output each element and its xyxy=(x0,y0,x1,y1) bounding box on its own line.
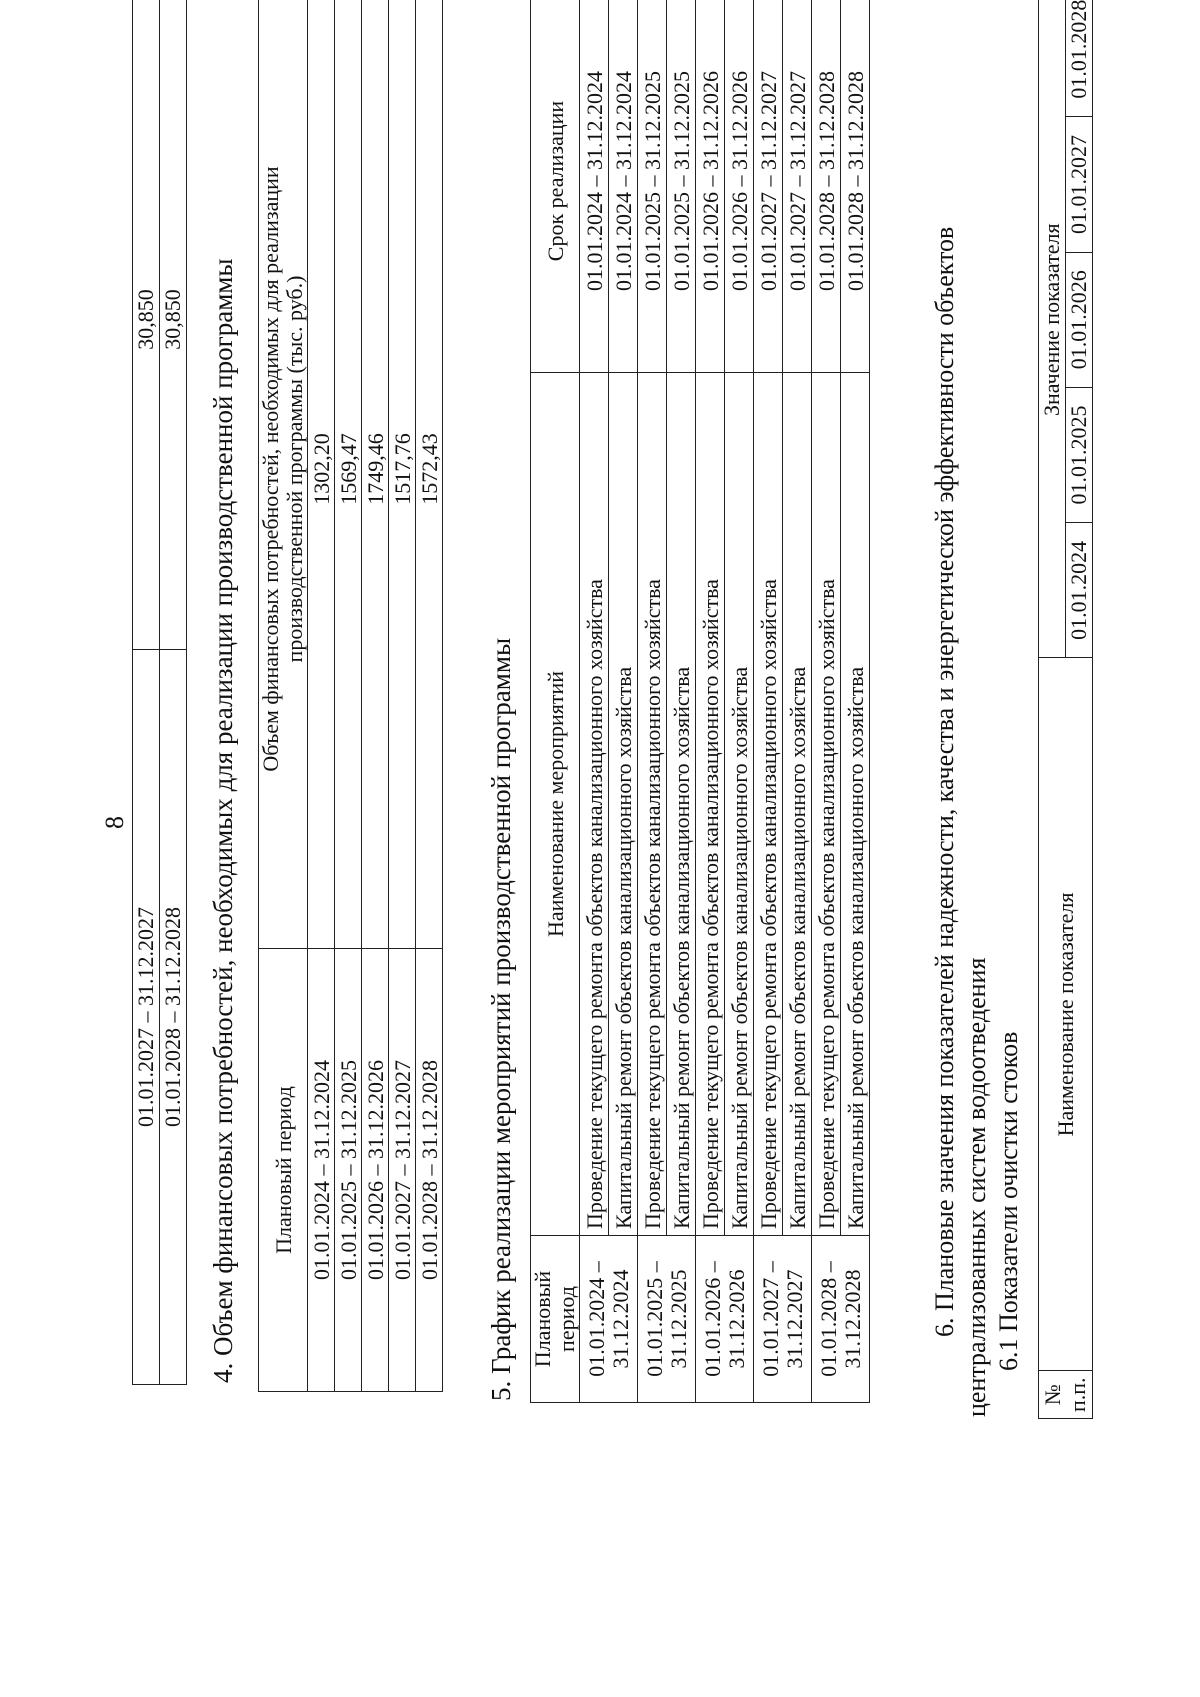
table-row xyxy=(389,0,416,1392)
column-header-term: Срок реализации xyxy=(531,0,580,373)
table-header-row xyxy=(259,0,308,1392)
schedule-table xyxy=(530,0,870,1403)
period-cell: 01.01.2028 – 31.12.2028 xyxy=(160,650,187,1385)
term-cell: 01.01.2026 – 31.12.2026 xyxy=(696,0,725,373)
column-header-volume-line1: Объем финансовых потребностей, необходимых для реализации xyxy=(258,166,283,772)
period-cell: 01.01.2028 – 31.12.2028 xyxy=(416,949,443,1392)
term-cell: 01.01.2024 – 31.12.2024 xyxy=(580,0,609,373)
value-cell: 30,850 xyxy=(133,0,160,650)
table-row xyxy=(725,0,754,1403)
table-row xyxy=(580,0,609,1403)
table-header-row xyxy=(531,0,580,1403)
table-row xyxy=(133,0,160,1385)
table-row xyxy=(609,0,638,1403)
column-header-period: Плановый период xyxy=(531,1236,580,1403)
term-cell: 01.01.2024 – 31.12.2024 xyxy=(609,0,638,373)
value-cell: 1302,20 xyxy=(308,0,335,949)
table-row xyxy=(783,0,812,1403)
table-row xyxy=(308,0,335,1392)
section4-heading: 4. Объем финансовых потребностей, необходимых для реализации производственной программы xyxy=(208,258,238,1383)
value-cell: 30,850 xyxy=(160,0,187,650)
period-cell: 01.01.2026 – 31.12.2026 xyxy=(696,1236,754,1403)
section6-heading-line1: 6. Плановые значения показателей надежности, качества и энергетической эффективности объектов xyxy=(930,226,959,1337)
table-row xyxy=(812,0,841,1403)
period-cell: 01.01.2024 – 31.12.2024 xyxy=(308,949,335,1392)
continuation-table xyxy=(132,0,187,1385)
column-header-number-line1: № xyxy=(1040,1384,1066,1406)
term-cell: 01.01.2028 – 31.12.2028 xyxy=(812,0,841,373)
column-header-number-line2: п.п. xyxy=(1064,1377,1090,1412)
period-cell: 01.01.2027 – 31.12.2027 xyxy=(133,650,160,1385)
period-cell: 01.01.2025 – 31.12.2025 xyxy=(638,1236,696,1403)
activity-name-cell: Проведение текущего ремонта объектов канализационного хозяйства xyxy=(580,373,609,1236)
date-header-cell: 01.01.2026 xyxy=(1066,252,1093,387)
term-cell: 01.01.2026 – 31.12.2026 xyxy=(725,0,754,373)
period-cell: 01.01.2028 – 31.12.2028 xyxy=(812,1236,870,1403)
activity-name-cell: Капитальный ремонт объектов канализационного хозяйства xyxy=(725,373,754,1236)
activity-name-cell: Капитальный ремонт объектов канализационного хозяйства xyxy=(783,373,812,1236)
activity-name-cell: Капитальный ремонт объектов канализационного хозяйства xyxy=(609,373,638,1236)
financial-needs-table xyxy=(258,0,443,1392)
activity-name-cell: Проведение текущего ремонта объектов канализационного хозяйства xyxy=(812,373,841,1236)
column-header-name: Наименование мероприятий xyxy=(531,373,580,1236)
value-cell: 1517,76 xyxy=(389,0,416,949)
activity-name-cell: Капитальный ремонт объектов канализационного хозяйства xyxy=(841,373,870,1236)
value-cell: 1569,47 xyxy=(335,0,362,949)
page-number: 8 xyxy=(100,816,129,829)
activity-name-cell: Проведение текущего ремонта объектов канализационного хозяйства xyxy=(754,373,783,1236)
section5-heading: 5. График реализации мероприятий производственной программы xyxy=(486,637,516,1401)
table-row xyxy=(362,0,389,1392)
period-cell: 01.01.2027 – 31.12.2027 xyxy=(754,1236,812,1403)
table-row xyxy=(160,0,187,1385)
term-cell: 01.01.2027 – 31.12.2027 xyxy=(754,0,783,373)
table-row xyxy=(638,0,667,1403)
date-header-cell: 01.01.2025 xyxy=(1066,387,1093,522)
date-header-cell: 01.01.2024 xyxy=(1066,523,1093,658)
section6-subheading: 6.1 Показатели очистки стоков xyxy=(994,1031,1023,1371)
date-header-cell: 01.01.2027 xyxy=(1066,117,1093,252)
value-cell: 1749,46 xyxy=(362,0,389,949)
period-cell: 01.01.2025 – 31.12.2025 xyxy=(335,949,362,1392)
period-cell: 01.01.2026 – 31.12.2026 xyxy=(362,949,389,1392)
table-row xyxy=(416,0,443,1392)
table-row xyxy=(696,0,725,1403)
section6-heading-line2: централизованных систем водоотведения xyxy=(962,957,991,1417)
table-header-row xyxy=(1039,0,1066,1419)
table-row xyxy=(754,0,783,1403)
column-header-indicator-value: Значение показателя xyxy=(1039,0,1066,658)
period-cell: 01.01.2024 – 31.12.2024 xyxy=(580,1236,638,1403)
indicators-table xyxy=(1038,0,1093,1419)
column-header-volume-line2: производственной программы (тыс. руб.) xyxy=(282,275,308,663)
period-cell: 01.01.2027 – 31.12.2027 xyxy=(389,949,416,1392)
column-header-number xyxy=(1039,1371,1093,1419)
column-header-period: Плановый период xyxy=(259,949,308,1392)
column-header-indicator-name: Наименование показателя xyxy=(1039,658,1093,1371)
date-header-cell: 01.01.2028 xyxy=(1066,0,1093,117)
value-cell: 1572,43 xyxy=(416,0,443,949)
term-cell: 01.01.2028 – 31.12.2028 xyxy=(841,0,870,373)
table-row xyxy=(667,0,696,1403)
activity-name-cell: Проведение текущего ремонта объектов канализационного хозяйства xyxy=(696,373,725,1236)
term-cell: 01.01.2027 – 31.12.2027 xyxy=(783,0,812,373)
column-header-volume xyxy=(259,0,308,949)
term-cell: 01.01.2025 – 31.12.2025 xyxy=(667,0,696,373)
table-row xyxy=(335,0,362,1392)
term-cell: 01.01.2025 – 31.12.2025 xyxy=(638,0,667,373)
activity-name-cell: Проведение текущего ремонта объектов канализационного хозяйства xyxy=(638,373,667,1236)
activity-name-cell: Капитальный ремонт объектов канализационного хозяйства xyxy=(667,373,696,1236)
table-row xyxy=(841,0,870,1403)
